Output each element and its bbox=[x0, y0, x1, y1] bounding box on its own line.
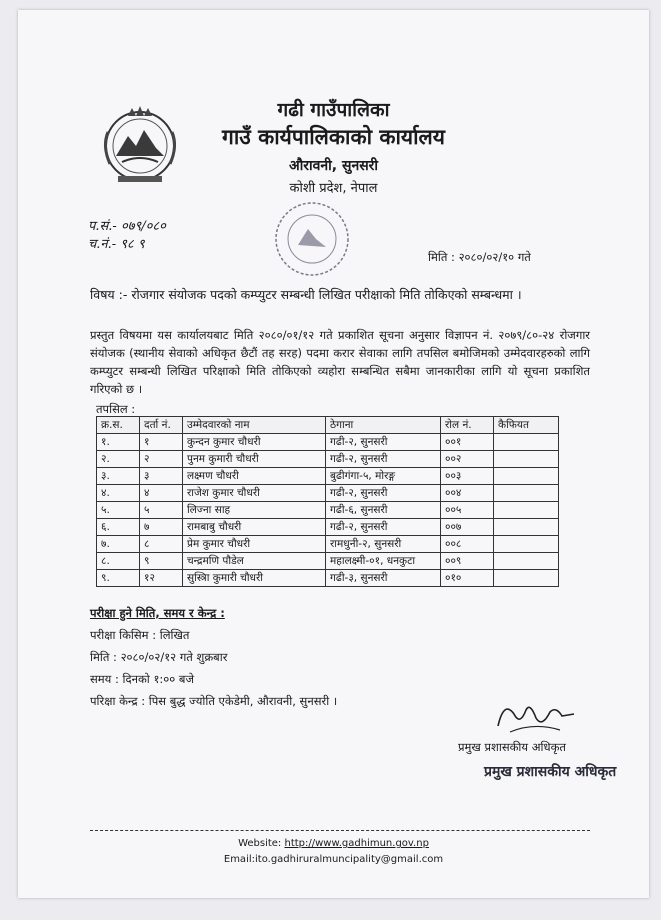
exam-time: समय : दिनको १:०० बजे bbox=[90, 672, 195, 686]
cell-roll: ००९ bbox=[441, 553, 494, 570]
candidate-table bbox=[96, 416, 559, 587]
cell-registration: १ bbox=[140, 434, 183, 451]
cell-address: गढी-६, सुनसरी bbox=[326, 502, 441, 519]
cell-remarks bbox=[494, 553, 559, 570]
footer-website bbox=[18, 838, 649, 849]
notice-subject: विषय :- रोजगार संयोजक पदको कम्प्युटर सम्बन्धी लिखित परीक्षाको मिति तोकिएको सम्बन्धमा । bbox=[90, 287, 522, 302]
cell-registration: ८ bbox=[140, 536, 183, 553]
cell-roll: ००४ bbox=[441, 485, 494, 502]
reference-number: प.सं.- ०७९/०८० bbox=[88, 219, 166, 234]
table-row bbox=[97, 485, 559, 502]
table-row bbox=[97, 468, 559, 485]
cell-serial: ९. bbox=[97, 570, 140, 587]
table-row bbox=[97, 451, 559, 468]
column-header-remarks: कैफियत bbox=[494, 417, 559, 434]
notice-body: प्रस्तुत विषयमा यस कार्यालयबाट मिति २०८०/०१/१२ गते प्रकाशित सूचना अनुसार विज्ञापन नं. २०७९/८०-२४ रोजगार संयोजक (स्थानीय सेवाको अधिकृत छैटौं तह सरह) पदमा करार सेवाका लागि तपसिल बमोजिमको उम्मेदवारहरुको लागि कम्प्युटर सम्बन्धी लिखित परिक्षाको मिति तोकिएको व्यहोरा सम्बन्धित सबैमा जानकारीका लागि यो सूचना प्रकाशित गरिएको छ । bbox=[90, 328, 590, 396]
footer-divider bbox=[90, 830, 590, 831]
email-address[interactable]: ito.gadhiruralmuncipality@gmail.com bbox=[255, 854, 444, 865]
cell-roll: ००८ bbox=[441, 536, 494, 553]
cell-roll: ०१० bbox=[441, 570, 494, 587]
cell-name: कुन्दन कुमार चौधरी bbox=[183, 434, 326, 451]
column-header-name: उम्मेदवारको नाम bbox=[183, 417, 326, 434]
office-name: गाउँ कार्यपालिकाको कार्यालय bbox=[222, 125, 445, 149]
cell-name: सुस्त्रिा कुमारी चौधरी bbox=[183, 570, 326, 587]
office-seal-icon bbox=[262, 195, 362, 285]
cell-serial: ७. bbox=[97, 536, 140, 553]
cell-remarks bbox=[494, 502, 559, 519]
website-link[interactable]: http://www.gadhimun.gov.np bbox=[284, 838, 429, 849]
schedule-label: तपसिल : bbox=[96, 402, 136, 416]
table-header-row bbox=[97, 417, 559, 434]
exam-heading: परीक्षा हुने मिति, समय र केन्द्र : bbox=[90, 606, 225, 620]
cell-roll: ००५ bbox=[441, 502, 494, 519]
cell-name: रामबाबु चौधरी bbox=[183, 519, 326, 536]
column-header-address: ठेगाना bbox=[326, 417, 441, 434]
cell-roll: ००३ bbox=[441, 468, 494, 485]
footer-email bbox=[18, 854, 649, 865]
cell-remarks bbox=[494, 451, 559, 468]
website-label: Website: bbox=[238, 838, 282, 849]
cell-address: गढी-२, सुनसरी bbox=[326, 519, 441, 536]
cell-address: गढी-२, सुनसरी bbox=[326, 451, 441, 468]
cell-serial: ४. bbox=[97, 485, 140, 502]
cell-address: महालक्ष्मी-०१, धनकुटा bbox=[326, 553, 441, 570]
exam-center: परिक्षा केन्द्र : पिस बुद्ध ज्योति एकेडेमी, औरावनी, सुनसरी । bbox=[90, 694, 338, 708]
table-row bbox=[97, 519, 559, 536]
cell-roll: ००२ bbox=[441, 451, 494, 468]
cell-name: चन्द्रमणि पौडेल bbox=[183, 553, 326, 570]
signature-icon bbox=[490, 692, 580, 740]
table-row bbox=[97, 502, 559, 519]
cell-name: लक्ष्मण चौधरी bbox=[183, 468, 326, 485]
cell-registration: ४ bbox=[140, 485, 183, 502]
cell-address: बुढीगंगा-५, मोरङ्ग bbox=[326, 468, 441, 485]
exam-details bbox=[90, 602, 337, 712]
cell-name: राजेश कुमार चौधरी bbox=[183, 485, 326, 502]
cell-address: गढी-२, सुनसरी bbox=[326, 485, 441, 502]
cell-remarks bbox=[494, 468, 559, 485]
notice-document bbox=[18, 10, 649, 898]
cell-remarks bbox=[494, 536, 559, 553]
cell-serial: ८. bbox=[97, 553, 140, 570]
cell-serial: १. bbox=[97, 434, 140, 451]
cell-roll: ००७ bbox=[441, 519, 494, 536]
exam-date: मिति : २०८०/०२/१२ गते शुक्रबार bbox=[90, 650, 228, 664]
cell-address: गढी-३, सुनसरी bbox=[326, 570, 441, 587]
dispatch-number: च.नं.- ९८ ९ bbox=[88, 237, 145, 252]
cell-registration: ९ bbox=[140, 553, 183, 570]
cell-remarks bbox=[494, 485, 559, 502]
column-header-serial: क्र.स. bbox=[97, 417, 140, 434]
column-header-registration: दर्ता नं. bbox=[140, 417, 183, 434]
cell-registration: ७ bbox=[140, 519, 183, 536]
designation-stamp: प्रमुख प्रशासकीय अधिकृत bbox=[484, 764, 617, 780]
table-row bbox=[97, 536, 559, 553]
table-row bbox=[97, 570, 559, 587]
cell-address: गढी-२, सुनसरी bbox=[326, 434, 441, 451]
cell-registration: ३ bbox=[140, 468, 183, 485]
table-row bbox=[97, 434, 559, 451]
cell-serial: ३. bbox=[97, 468, 140, 485]
municipality-name: गढी गाउँपालिका bbox=[277, 99, 390, 121]
office-location: औरावनी, सुनसरी bbox=[288, 158, 379, 174]
cell-address: रामधुनी-२, सुनसरी bbox=[326, 536, 441, 553]
email-label: Email: bbox=[223, 854, 255, 865]
notice-date: मिति : २०८०/०२/१० गते bbox=[428, 250, 531, 264]
cell-serial: २. bbox=[97, 451, 140, 468]
cell-name: पुनम कुमारी चौधरी bbox=[183, 451, 326, 468]
signature-caption: प्रमुख प्रशासकीय अधिकृत bbox=[458, 740, 566, 754]
table-row bbox=[97, 553, 559, 570]
cell-remarks bbox=[494, 570, 559, 587]
column-header-roll: रोल नं. bbox=[441, 417, 494, 434]
exam-type: परीक्षा किसिम : लिखित bbox=[90, 628, 190, 642]
cell-registration: २ bbox=[140, 451, 183, 468]
cell-registration: ५ bbox=[140, 502, 183, 519]
cell-serial: ५. bbox=[97, 502, 140, 519]
cell-roll: ००१ bbox=[441, 434, 494, 451]
cell-remarks bbox=[494, 434, 559, 451]
office-province: कोशी प्रदेश, नेपाल bbox=[289, 181, 378, 196]
cell-name: लिज्ना साह bbox=[183, 502, 326, 519]
cell-remarks bbox=[494, 519, 559, 536]
cell-serial: ६. bbox=[97, 519, 140, 536]
cell-name: प्रेम कुमार चौधरी bbox=[183, 536, 326, 553]
cell-registration: १२ bbox=[140, 570, 183, 587]
